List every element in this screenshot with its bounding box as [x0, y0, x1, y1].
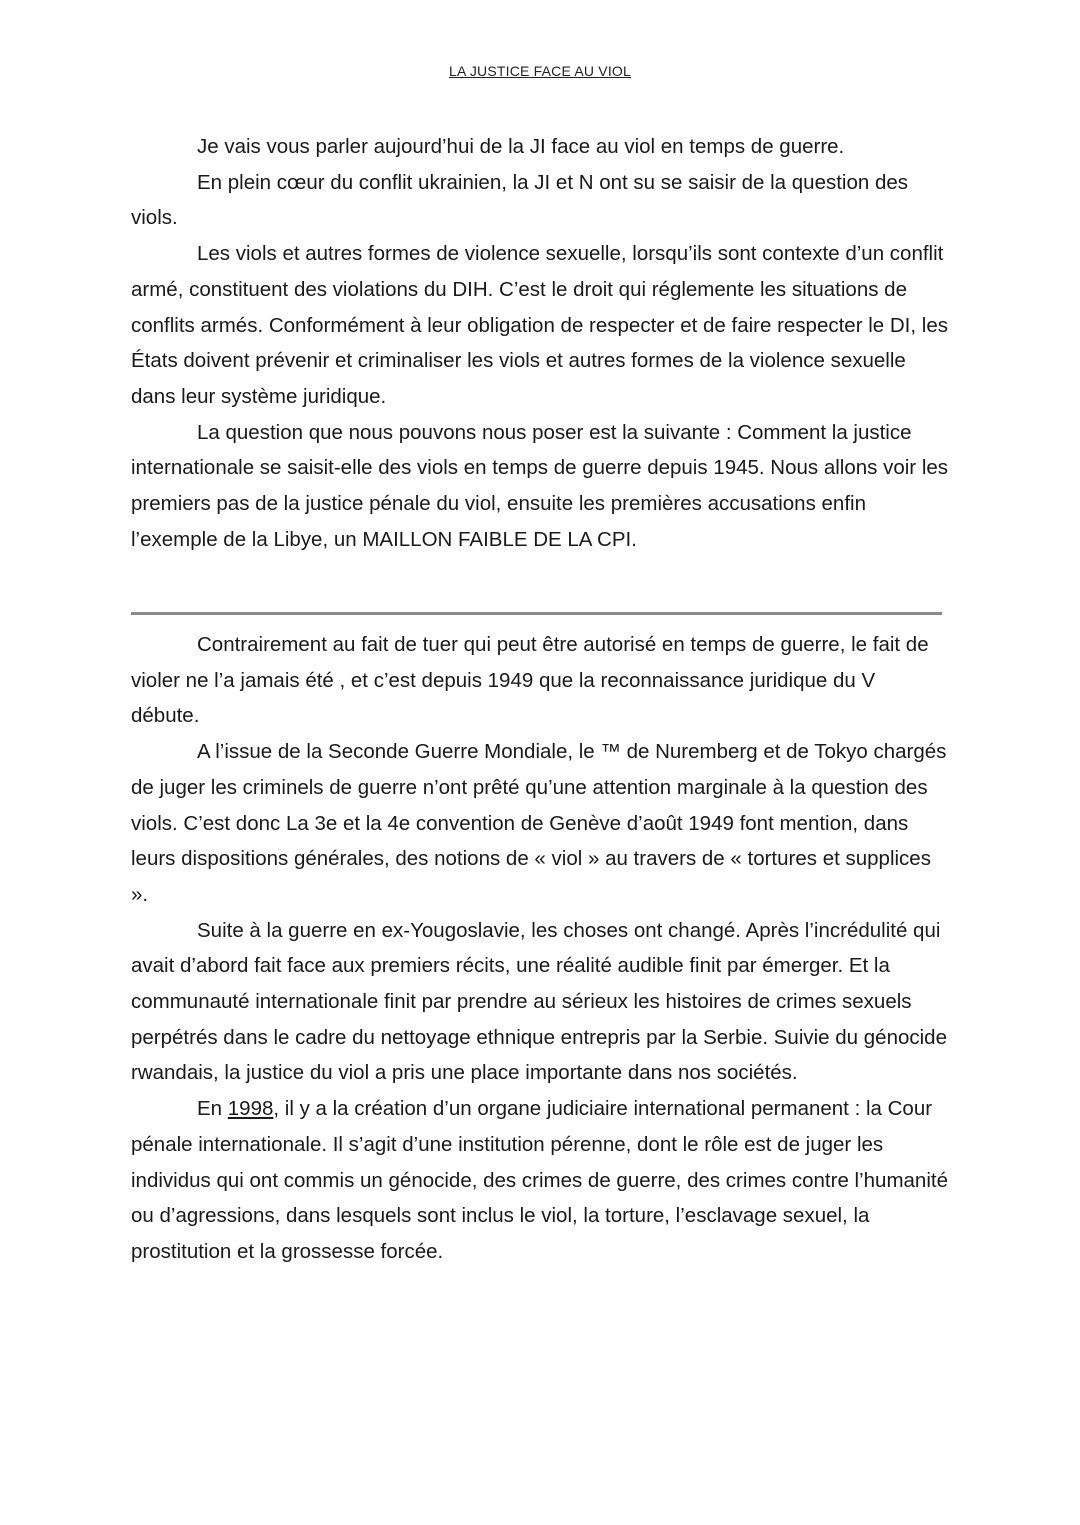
- paragraph-text-rest: , il y a la création d’un organe judiciaire international permanent : la Cour pénale internationale. Il s’agit d’une institution pérenne, dont le rôle est de juger les individus qui ont commis un génocide, des crimes de guerre, des crimes contre l’humanité ou d’agressions, dans lesquels sont inclus le viol, la torture, l’esclavage sexuel, la prostitution et la grossesse forcée.: [131, 1097, 948, 1263]
- intro-paragraph: La question que nous pouvons nous poser est la suivante : Comment la justice internationale se saisit-elle des viols en temps de guerre depuis 1945. Nous allons voir les premiers pas de la justice pénale du viol, ensuite les premières accusations enfin l’exemple de la Libye, un MAILLON FAIBLE DE LA CPI.: [131, 420, 949, 551]
- intro-paragraph: En plein cœur du conflit ukrainien, la JI et N ont su se saisir de la question des viols.: [131, 170, 909, 230]
- paragraph-text-start: En: [197, 1097, 228, 1121]
- body-paragraph: Suite à la guerre en ex-Yougoslavie, les choses ont changé. Après l’incrédulité qui avait d’abord fait face aux premiers récits, une réalité audible finit par émerger. Et la communauté internationale finit par prendre au sérieux les histoires de crimes sexuels perpétrés dans le cadre du nettoyage ethnique entrepris par la Serbie. Suivie du génocide rwandais, la justice du viol a pris une place importante dans nos sociétés.: [131, 918, 947, 1085]
- intro-section: [131, 129, 949, 557]
- year-underlined: 1998: [227, 1097, 274, 1121]
- intro-paragraph: Je vais vous parler aujourd’hui de la JI face au viol en temps de guerre.: [197, 135, 845, 158]
- body-paragraph: Contrairement au fait de tuer qui peut être autorisé en temps de guerre, le fait de violer ne l’a jamais été , et c’est depuis 1949 que la reconnaissance juridique du V débute.: [131, 633, 929, 728]
- intro-paragraph: Les viols et autres formes de violence sexuelle, lorsqu’ils sont contexte d’un conflit armé, constituent des violations du DIH. C’est le droit qui réglemente les situations de conflits armés. Conformément à leur obligation de respecter et de faire respecter le DI, les États doivent prévenir et criminaliser les viols et autres formes de la violence sexuelle dans leur système juridique.: [131, 242, 948, 408]
- body-paragraph-last: [131, 1091, 949, 1270]
- document-header-title: LA JUSTICE FACE AU VIOL: [449, 63, 631, 79]
- section-divider: [131, 612, 942, 615]
- body-paragraph: A l’issue de la Seconde Guerre Mondiale, le ™ de Nuremberg et de Tokyo chargés de juger les criminels de guerre n’ont prêté qu’une attention marginale à la question des viols. C’est donc La 3e et la 4e convention de Genève d’août 1949 font mention, dans leurs dispositions générales, des notions de « viol » au travers de « tortures et supplices ».: [131, 740, 947, 906]
- body-section: [131, 627, 949, 1270]
